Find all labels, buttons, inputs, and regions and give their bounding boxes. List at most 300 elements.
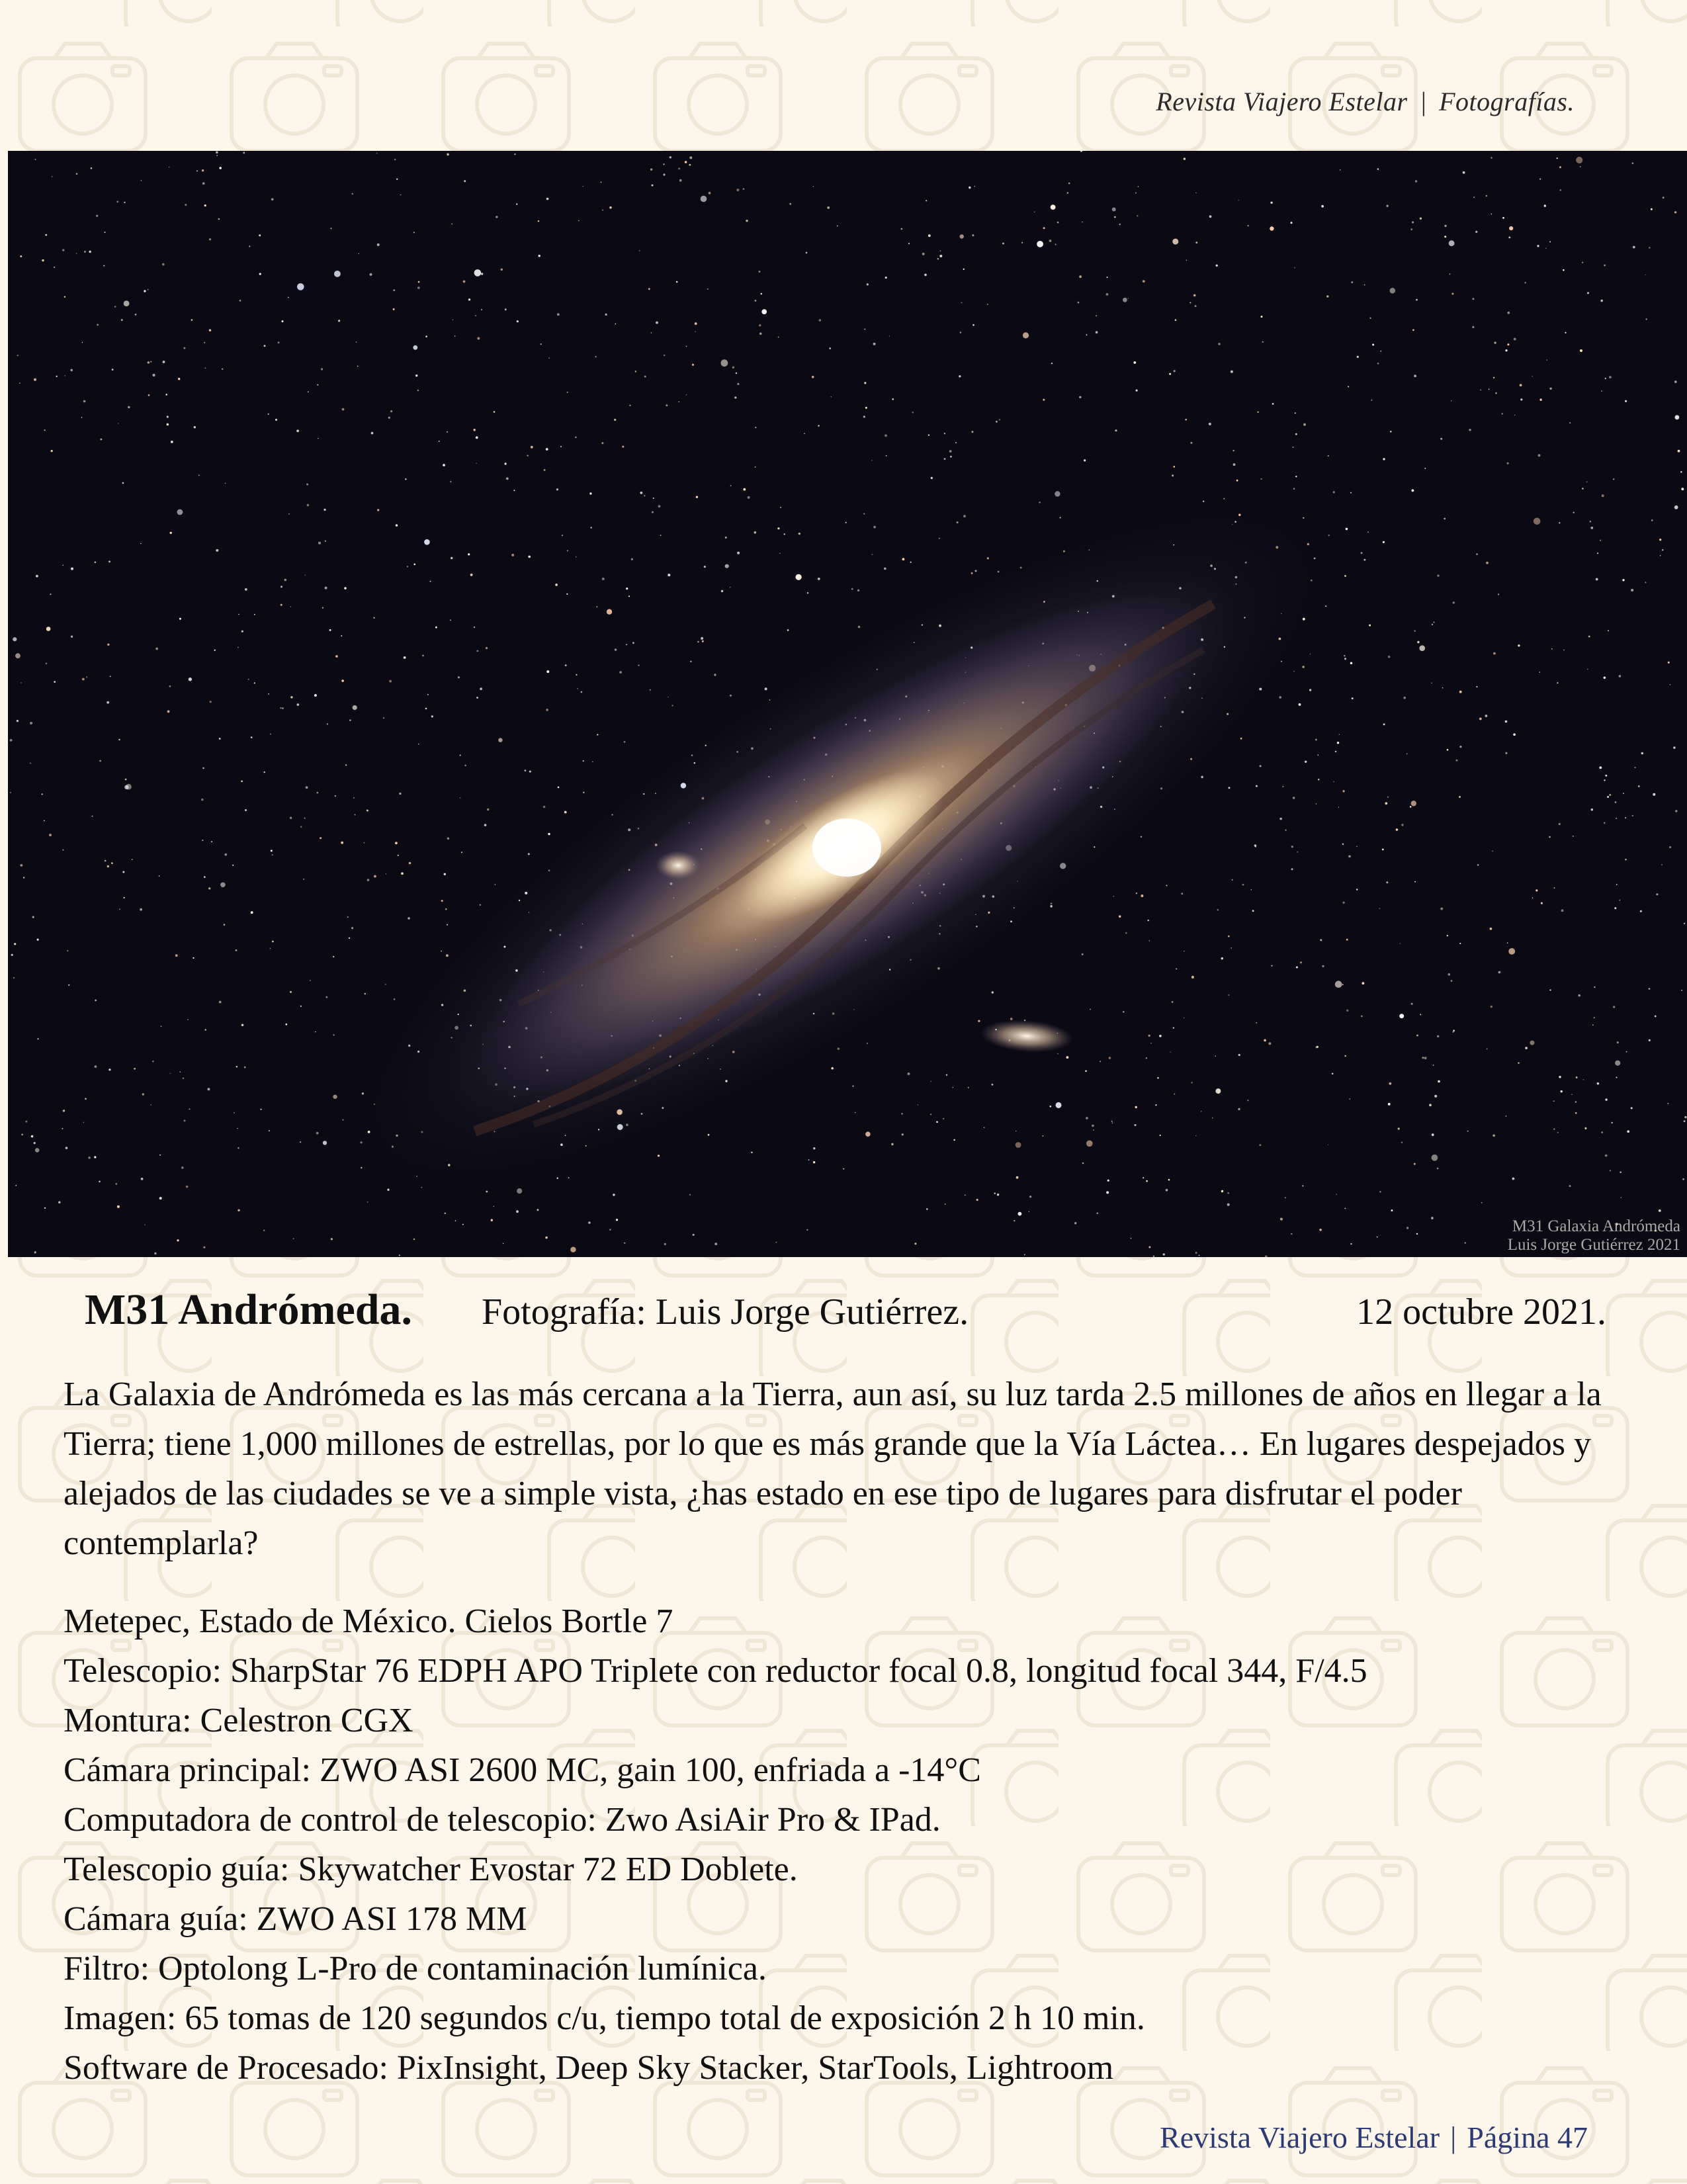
star — [1123, 298, 1127, 302]
star — [1498, 971, 1501, 974]
star — [116, 200, 118, 202]
star — [1447, 749, 1449, 751]
star — [577, 688, 578, 689]
star — [119, 908, 120, 910]
star — [1346, 939, 1348, 941]
star — [1416, 299, 1418, 301]
star — [1401, 824, 1403, 826]
star — [1174, 370, 1176, 372]
star — [996, 421, 998, 423]
star — [1437, 1168, 1439, 1170]
star — [1386, 881, 1388, 883]
star — [404, 656, 406, 659]
star — [1420, 1014, 1421, 1015]
star — [1325, 605, 1326, 607]
star — [1079, 396, 1081, 398]
star — [460, 797, 461, 799]
star — [867, 283, 869, 285]
star — [858, 626, 860, 628]
star — [1431, 1217, 1434, 1219]
star — [1082, 953, 1084, 955]
star — [183, 347, 185, 349]
star — [1520, 384, 1522, 386]
star — [1024, 1254, 1025, 1256]
star — [1576, 1076, 1578, 1078]
star — [450, 619, 451, 621]
star — [1641, 752, 1644, 755]
star — [1401, 1142, 1403, 1143]
star — [732, 367, 734, 369]
star — [470, 574, 473, 576]
star — [1507, 942, 1508, 943]
star — [165, 394, 167, 396]
star — [784, 533, 785, 535]
star — [1419, 645, 1425, 651]
star — [936, 1121, 938, 1123]
star — [1659, 1209, 1661, 1212]
star — [609, 1229, 611, 1231]
star — [1231, 371, 1233, 373]
star — [1201, 1111, 1202, 1112]
star — [1438, 1080, 1440, 1083]
star — [480, 904, 481, 906]
star — [196, 170, 198, 171]
star — [808, 1159, 810, 1160]
spec-line: Telescopio: SharpStar 76 EDPH APO Triplete con reductor focal 0.8, longitud focal 344, F/4.5 — [64, 1652, 1367, 1690]
header-magazine-name: Revista Viajero Estelar — [1156, 87, 1408, 116]
star — [644, 376, 646, 378]
star — [1590, 527, 1593, 529]
star — [118, 739, 120, 740]
star — [562, 535, 563, 536]
star — [1153, 1256, 1155, 1258]
star — [670, 156, 671, 158]
star — [241, 631, 243, 633]
star — [431, 715, 433, 717]
star — [944, 458, 946, 460]
star — [1508, 948, 1515, 955]
star — [82, 342, 83, 343]
star — [54, 267, 55, 268]
star — [451, 224, 453, 225]
star — [349, 719, 351, 721]
star — [652, 511, 654, 513]
star — [1434, 1095, 1437, 1098]
star — [737, 383, 739, 385]
star — [238, 647, 239, 648]
star — [1050, 1106, 1052, 1108]
star — [1544, 204, 1546, 206]
star — [1166, 885, 1168, 887]
star — [1299, 703, 1301, 706]
star — [1514, 338, 1516, 341]
star — [1291, 846, 1293, 848]
star — [813, 1161, 815, 1163]
star — [601, 442, 603, 444]
star — [46, 627, 51, 631]
star — [1506, 1115, 1507, 1117]
star — [20, 255, 22, 257]
star — [505, 308, 507, 310]
star — [1605, 1098, 1607, 1100]
star — [638, 664, 639, 666]
star — [238, 614, 239, 615]
star — [1489, 389, 1490, 390]
star — [114, 306, 116, 308]
star — [1459, 943, 1461, 944]
star — [597, 734, 598, 735]
star — [167, 415, 169, 417]
star — [1508, 312, 1510, 314]
star — [10, 739, 13, 742]
star — [1371, 400, 1372, 401]
star — [971, 431, 973, 433]
star — [209, 238, 211, 240]
star — [243, 152, 245, 154]
star — [592, 762, 593, 763]
star — [115, 1183, 117, 1185]
star — [686, 394, 687, 396]
star — [664, 355, 665, 356]
star — [831, 396, 832, 398]
star — [1455, 760, 1457, 762]
star — [1107, 1180, 1109, 1182]
star — [1315, 1046, 1317, 1048]
star — [1382, 849, 1384, 851]
star — [1060, 517, 1061, 518]
star — [251, 736, 253, 738]
star — [1326, 295, 1328, 297]
star — [1364, 559, 1366, 561]
star — [787, 629, 789, 631]
star — [1018, 1212, 1022, 1216]
star — [1216, 265, 1218, 267]
star — [341, 842, 343, 844]
star — [1084, 459, 1086, 461]
star — [1476, 553, 1478, 555]
star — [812, 376, 814, 378]
star — [804, 433, 805, 434]
star — [517, 320, 519, 322]
star — [280, 707, 281, 709]
star — [1403, 697, 1406, 699]
star — [1563, 269, 1565, 271]
star — [1669, 846, 1671, 848]
star — [64, 296, 65, 298]
star — [1051, 902, 1053, 904]
star — [202, 767, 204, 769]
star — [1549, 836, 1551, 838]
star — [1668, 662, 1670, 664]
star — [616, 1219, 618, 1221]
star — [1295, 476, 1297, 477]
star — [1293, 488, 1295, 490]
star — [443, 464, 445, 466]
star — [92, 816, 93, 817]
star — [761, 309, 767, 314]
star — [1387, 797, 1389, 798]
star — [1195, 305, 1197, 307]
star — [153, 374, 155, 376]
star — [984, 1127, 985, 1128]
star — [1675, 415, 1680, 419]
star — [884, 568, 887, 570]
star — [318, 542, 321, 545]
star — [527, 455, 528, 457]
star — [1293, 447, 1294, 448]
star — [1174, 466, 1176, 468]
star — [248, 679, 249, 680]
star — [827, 206, 830, 209]
star — [609, 206, 612, 209]
star — [152, 1061, 153, 1062]
star — [1680, 471, 1682, 473]
star — [1388, 1103, 1391, 1106]
star — [1042, 1135, 1043, 1137]
star — [1285, 1197, 1286, 1198]
star — [110, 676, 111, 677]
star — [269, 1130, 270, 1131]
star — [1594, 1017, 1595, 1018]
star — [971, 572, 973, 574]
star — [1596, 578, 1598, 581]
star — [1493, 652, 1496, 655]
star — [390, 410, 392, 412]
star — [1090, 1009, 1091, 1010]
star — [1383, 541, 1385, 543]
star — [1674, 211, 1676, 213]
star — [583, 760, 584, 762]
star — [867, 1043, 868, 1044]
star — [1296, 967, 1298, 969]
star — [1190, 442, 1192, 444]
star — [65, 375, 66, 376]
star — [581, 691, 583, 693]
star — [1559, 522, 1560, 523]
star — [1247, 1100, 1248, 1101]
star — [150, 361, 151, 363]
star — [1601, 390, 1602, 392]
star — [758, 271, 760, 273]
star — [1337, 742, 1339, 744]
star — [19, 382, 21, 384]
star — [865, 329, 866, 330]
star — [1675, 810, 1677, 812]
star — [1346, 528, 1348, 531]
star — [95, 1065, 97, 1068]
star — [1271, 965, 1272, 967]
star — [451, 557, 453, 559]
star — [778, 337, 779, 338]
star — [232, 865, 234, 866]
star — [353, 797, 355, 799]
star — [1619, 900, 1620, 901]
star — [1100, 1061, 1101, 1062]
star — [394, 998, 396, 1000]
star — [1412, 329, 1414, 331]
star — [132, 859, 133, 860]
star — [1660, 555, 1661, 556]
star — [124, 785, 128, 789]
star — [1191, 1082, 1192, 1083]
star — [1444, 518, 1446, 520]
star — [960, 331, 961, 333]
star — [264, 771, 265, 773]
star — [415, 374, 417, 376]
star — [950, 456, 952, 458]
star — [644, 495, 645, 496]
star — [1576, 157, 1582, 163]
star — [170, 532, 172, 534]
star — [241, 1024, 244, 1027]
star — [284, 579, 287, 582]
star — [1190, 302, 1191, 304]
star — [219, 738, 221, 740]
star — [1573, 836, 1574, 837]
star — [396, 524, 398, 526]
star — [961, 302, 963, 304]
star — [1348, 855, 1351, 858]
star — [1350, 662, 1353, 665]
star — [1437, 1035, 1439, 1037]
star — [1256, 785, 1258, 787]
star — [354, 814, 355, 816]
star — [1390, 431, 1392, 433]
star — [1229, 787, 1231, 789]
star — [939, 538, 940, 539]
star — [701, 196, 707, 202]
star — [914, 1243, 916, 1245]
star — [1136, 390, 1138, 392]
star — [511, 554, 514, 556]
star — [602, 578, 605, 580]
star — [108, 560, 110, 562]
star — [1379, 1191, 1381, 1193]
star — [1029, 1196, 1031, 1198]
star — [1228, 994, 1229, 996]
star — [236, 1066, 238, 1067]
star — [864, 382, 866, 384]
star — [775, 1242, 777, 1243]
star — [944, 433, 945, 434]
star — [1493, 377, 1494, 378]
star — [1625, 400, 1627, 402]
star — [1661, 864, 1663, 865]
watermark-line-1: M31 Galaxia Andrómeda — [1512, 1217, 1680, 1235]
star — [1160, 1135, 1161, 1136]
star — [413, 345, 417, 350]
star — [167, 711, 170, 713]
star — [425, 708, 427, 710]
star — [678, 402, 679, 403]
star — [796, 574, 802, 580]
star — [686, 346, 687, 347]
star — [831, 1067, 834, 1070]
star — [282, 320, 284, 322]
star — [1086, 1141, 1093, 1147]
star — [122, 482, 124, 484]
star — [660, 535, 662, 536]
star — [755, 300, 757, 302]
star — [908, 243, 910, 244]
star — [1579, 994, 1580, 996]
star — [63, 850, 64, 851]
star — [1616, 884, 1618, 885]
star — [52, 176, 53, 177]
star — [1086, 1117, 1088, 1119]
star — [736, 372, 738, 374]
star — [1649, 1039, 1651, 1041]
star — [1181, 893, 1183, 895]
star — [1221, 957, 1223, 959]
star — [926, 200, 927, 201]
star — [1137, 215, 1138, 216]
star — [1525, 1047, 1528, 1049]
star — [1561, 909, 1564, 912]
star — [1280, 1218, 1283, 1221]
star — [1625, 859, 1627, 861]
star — [1285, 830, 1287, 831]
star — [144, 290, 146, 292]
star — [1078, 302, 1080, 304]
star — [388, 417, 390, 419]
star — [36, 575, 38, 578]
star — [1502, 413, 1503, 414]
star — [1346, 1010, 1348, 1012]
star — [42, 259, 44, 261]
star — [1086, 334, 1088, 335]
star — [300, 1006, 302, 1007]
star — [1559, 1076, 1561, 1078]
star — [140, 908, 142, 911]
star — [1663, 197, 1665, 198]
star — [1166, 1189, 1168, 1192]
star — [1111, 1121, 1113, 1122]
star — [323, 1141, 327, 1145]
star — [1163, 1253, 1165, 1255]
star — [513, 490, 515, 491]
footer-magazine-name: Revista Viajero Estelar — [1160, 2120, 1440, 2154]
star — [999, 419, 1000, 420]
star — [1613, 1006, 1615, 1008]
star — [994, 1193, 996, 1194]
star — [154, 1252, 156, 1254]
star — [34, 1142, 36, 1144]
star — [978, 1020, 980, 1022]
star — [556, 488, 558, 490]
star — [1609, 794, 1611, 796]
star — [1440, 908, 1443, 910]
star — [84, 251, 86, 253]
star — [543, 806, 546, 808]
star — [65, 1147, 68, 1149]
star — [1414, 1163, 1416, 1165]
star — [759, 333, 762, 335]
star — [496, 216, 497, 218]
star — [656, 322, 658, 324]
star — [142, 1093, 144, 1095]
star — [789, 203, 791, 205]
star — [1491, 214, 1492, 215]
star — [663, 163, 664, 165]
star — [121, 319, 123, 321]
caption-credit: Fotografía: Luis Jorge Gutiérrez. — [482, 1291, 969, 1332]
star — [349, 938, 350, 939]
star — [238, 1209, 239, 1211]
star — [325, 541, 326, 542]
star — [639, 250, 640, 251]
star — [220, 883, 226, 888]
